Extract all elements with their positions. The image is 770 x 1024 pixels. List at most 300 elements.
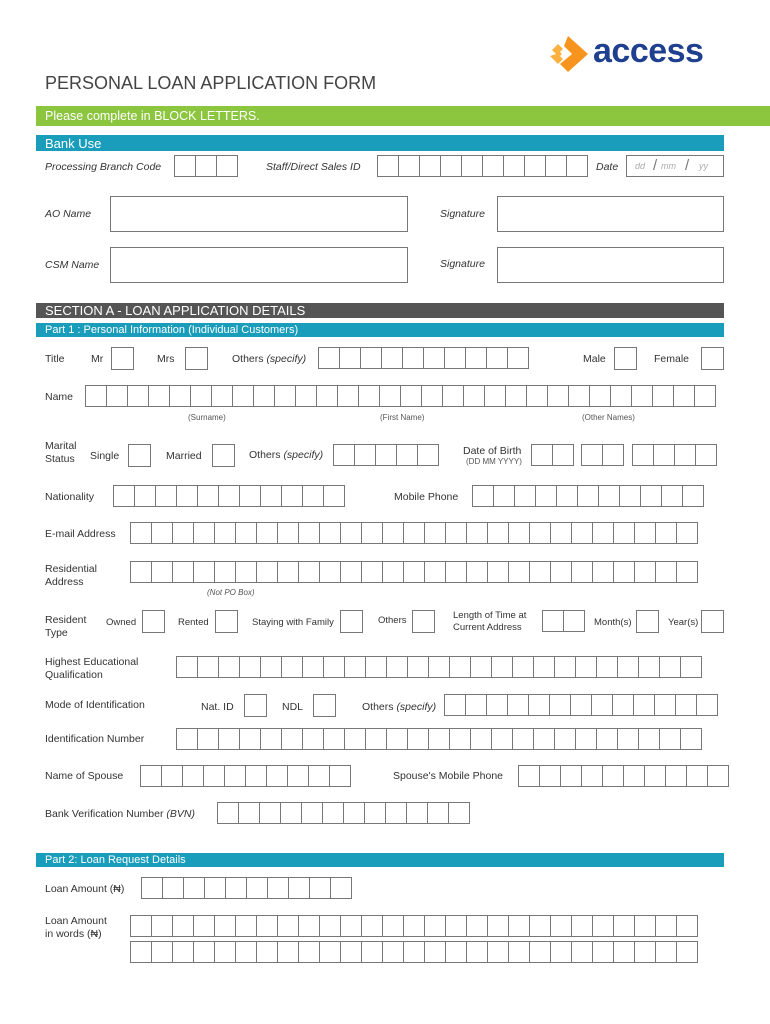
dob-day-input[interactable] bbox=[531, 444, 574, 466]
input-cell[interactable] bbox=[640, 485, 662, 507]
input-cell[interactable] bbox=[463, 385, 485, 407]
input-cell[interactable] bbox=[340, 561, 362, 583]
input-cell[interactable] bbox=[396, 444, 418, 466]
education-input[interactable] bbox=[176, 656, 702, 678]
input-cell[interactable] bbox=[470, 728, 492, 750]
input-cell[interactable] bbox=[535, 485, 557, 507]
input-cell[interactable] bbox=[134, 485, 156, 507]
input-cell[interactable] bbox=[554, 656, 576, 678]
input-cell[interactable] bbox=[280, 802, 302, 824]
input-cell[interactable] bbox=[379, 385, 401, 407]
marital-others-input[interactable] bbox=[333, 444, 439, 466]
input-cell[interactable] bbox=[344, 656, 366, 678]
input-cell[interactable] bbox=[486, 694, 508, 716]
loan-words-input-line1[interactable] bbox=[130, 915, 698, 937]
input-cell[interactable] bbox=[533, 728, 555, 750]
input-cell[interactable] bbox=[148, 385, 170, 407]
input-cell[interactable] bbox=[470, 656, 492, 678]
input-cell[interactable] bbox=[382, 561, 404, 583]
input-cell[interactable] bbox=[505, 385, 527, 407]
input-cell[interactable] bbox=[529, 522, 551, 544]
input-cell[interactable] bbox=[507, 694, 529, 716]
input-cell[interactable] bbox=[634, 561, 656, 583]
input-cell[interactable] bbox=[239, 728, 261, 750]
input-cell[interactable] bbox=[686, 765, 708, 787]
input-cell[interactable] bbox=[518, 765, 540, 787]
input-cell[interactable] bbox=[218, 656, 240, 678]
input-cell[interactable] bbox=[155, 485, 177, 507]
input-cell[interactable] bbox=[550, 561, 572, 583]
rented-checkbox[interactable] bbox=[215, 610, 238, 633]
input-cell[interactable] bbox=[676, 941, 698, 963]
input-cell[interactable] bbox=[556, 485, 578, 507]
input-cell[interactable] bbox=[465, 347, 487, 369]
input-cell[interactable] bbox=[361, 522, 383, 544]
input-cell[interactable] bbox=[508, 915, 530, 937]
input-cell[interactable] bbox=[613, 941, 635, 963]
input-cell[interactable] bbox=[570, 694, 592, 716]
input-cell[interactable] bbox=[631, 385, 653, 407]
input-cell[interactable] bbox=[127, 385, 149, 407]
input-cell[interactable] bbox=[613, 915, 635, 937]
input-cell[interactable] bbox=[113, 485, 135, 507]
input-cell[interactable] bbox=[694, 385, 716, 407]
mr-checkbox[interactable] bbox=[111, 347, 134, 370]
input-cell[interactable] bbox=[526, 385, 548, 407]
input-cell[interactable] bbox=[491, 656, 513, 678]
input-cell[interactable] bbox=[508, 941, 530, 963]
married-checkbox[interactable] bbox=[212, 444, 235, 467]
input-cell[interactable] bbox=[364, 802, 386, 824]
input-cell[interactable] bbox=[281, 656, 303, 678]
input-cell[interactable] bbox=[203, 765, 225, 787]
female-checkbox[interactable] bbox=[701, 347, 724, 370]
input-cell[interactable] bbox=[256, 941, 278, 963]
input-cell[interactable] bbox=[403, 561, 425, 583]
ao-signature-input[interactable] bbox=[497, 196, 724, 232]
single-checkbox[interactable] bbox=[128, 444, 151, 467]
input-cell[interactable] bbox=[514, 485, 536, 507]
input-cell[interactable] bbox=[172, 941, 194, 963]
input-cell[interactable] bbox=[406, 802, 428, 824]
input-cell[interactable] bbox=[238, 802, 260, 824]
input-cell[interactable] bbox=[197, 485, 219, 507]
input-cell[interactable] bbox=[659, 656, 681, 678]
input-cell[interactable] bbox=[176, 485, 198, 507]
input-cell[interactable] bbox=[680, 728, 702, 750]
input-cell[interactable] bbox=[612, 694, 634, 716]
input-cell[interactable] bbox=[676, 522, 698, 544]
input-cell[interactable] bbox=[549, 694, 571, 716]
input-cell[interactable] bbox=[550, 941, 572, 963]
input-cell[interactable] bbox=[403, 941, 425, 963]
input-cell[interactable] bbox=[634, 941, 656, 963]
input-cell[interactable] bbox=[571, 915, 593, 937]
input-cell[interactable] bbox=[309, 877, 331, 899]
nationality-input[interactable] bbox=[113, 485, 345, 507]
input-cell[interactable] bbox=[256, 915, 278, 937]
input-cell[interactable] bbox=[211, 385, 233, 407]
input-cell[interactable] bbox=[151, 561, 173, 583]
input-cell[interactable] bbox=[195, 155, 217, 177]
input-cell[interactable] bbox=[654, 694, 676, 716]
input-cell[interactable] bbox=[375, 444, 397, 466]
input-cell[interactable] bbox=[675, 694, 697, 716]
input-cell[interactable] bbox=[529, 561, 551, 583]
input-cell[interactable] bbox=[571, 522, 593, 544]
months-checkbox[interactable] bbox=[636, 610, 659, 633]
input-cell[interactable] bbox=[216, 155, 238, 177]
input-cell[interactable] bbox=[298, 915, 320, 937]
input-cell[interactable] bbox=[256, 522, 278, 544]
id-number-input[interactable] bbox=[176, 728, 702, 750]
input-cell[interactable] bbox=[308, 765, 330, 787]
input-cell[interactable] bbox=[491, 728, 513, 750]
input-cell[interactable] bbox=[267, 877, 289, 899]
input-cell[interactable] bbox=[461, 155, 483, 177]
input-cell[interactable] bbox=[550, 522, 572, 544]
input-cell[interactable] bbox=[673, 385, 695, 407]
input-cell[interactable] bbox=[638, 656, 660, 678]
csm-name-input[interactable] bbox=[110, 247, 408, 283]
date-input[interactable]: dd / mm / yy bbox=[626, 155, 724, 177]
input-cell[interactable] bbox=[524, 155, 546, 177]
input-cell[interactable] bbox=[444, 694, 466, 716]
input-cell[interactable] bbox=[218, 728, 240, 750]
input-cell[interactable] bbox=[440, 155, 462, 177]
input-cell[interactable] bbox=[151, 915, 173, 937]
input-cell[interactable] bbox=[653, 444, 675, 466]
input-cell[interactable] bbox=[235, 915, 257, 937]
input-cell[interactable] bbox=[287, 765, 309, 787]
input-cell[interactable] bbox=[644, 765, 666, 787]
input-cell[interactable] bbox=[169, 385, 191, 407]
input-cell[interactable] bbox=[695, 444, 717, 466]
input-cell[interactable] bbox=[354, 444, 376, 466]
input-cell[interactable] bbox=[224, 765, 246, 787]
input-cell[interactable] bbox=[232, 385, 254, 407]
ao-name-input[interactable] bbox=[110, 196, 408, 232]
dob-month-input[interactable] bbox=[581, 444, 624, 466]
input-cell[interactable] bbox=[259, 802, 281, 824]
input-cell[interactable] bbox=[472, 485, 494, 507]
input-cell[interactable] bbox=[449, 728, 471, 750]
input-cell[interactable] bbox=[204, 877, 226, 899]
input-cell[interactable] bbox=[560, 765, 582, 787]
input-cell[interactable] bbox=[634, 522, 656, 544]
input-cell[interactable] bbox=[424, 915, 446, 937]
input-cell[interactable] bbox=[235, 522, 257, 544]
input-cell[interactable] bbox=[566, 155, 588, 177]
input-cell[interactable] bbox=[417, 444, 439, 466]
input-cell[interactable] bbox=[655, 522, 677, 544]
input-cell[interactable] bbox=[512, 728, 534, 750]
input-cell[interactable] bbox=[661, 485, 683, 507]
input-cell[interactable] bbox=[298, 941, 320, 963]
input-cell[interactable] bbox=[445, 561, 467, 583]
input-cell[interactable] bbox=[427, 802, 449, 824]
input-cell[interactable] bbox=[423, 347, 445, 369]
input-cell[interactable] bbox=[340, 915, 362, 937]
input-cell[interactable] bbox=[575, 656, 597, 678]
input-cell[interactable] bbox=[193, 561, 215, 583]
input-cell[interactable] bbox=[507, 347, 529, 369]
input-cell[interactable] bbox=[466, 941, 488, 963]
input-cell[interactable] bbox=[449, 656, 471, 678]
input-cell[interactable] bbox=[542, 610, 564, 632]
input-cell[interactable] bbox=[218, 485, 240, 507]
input-cell[interactable] bbox=[550, 915, 572, 937]
input-cell[interactable] bbox=[333, 444, 355, 466]
input-cell[interactable] bbox=[581, 444, 603, 466]
input-cell[interactable] bbox=[445, 522, 467, 544]
input-cell[interactable] bbox=[571, 941, 593, 963]
input-cell[interactable] bbox=[260, 728, 282, 750]
input-cell[interactable] bbox=[377, 155, 399, 177]
input-cell[interactable] bbox=[172, 561, 194, 583]
input-cell[interactable] bbox=[445, 941, 467, 963]
email-input[interactable] bbox=[130, 522, 698, 544]
input-cell[interactable] bbox=[680, 656, 702, 678]
input-cell[interactable] bbox=[214, 941, 236, 963]
input-cell[interactable] bbox=[619, 485, 641, 507]
owned-checkbox[interactable] bbox=[142, 610, 165, 633]
length-months-input[interactable] bbox=[542, 610, 585, 632]
input-cell[interactable] bbox=[508, 522, 530, 544]
input-cell[interactable] bbox=[302, 656, 324, 678]
input-cell[interactable] bbox=[343, 802, 365, 824]
mobile-input[interactable] bbox=[472, 485, 704, 507]
input-cell[interactable] bbox=[529, 915, 551, 937]
input-cell[interactable] bbox=[235, 561, 257, 583]
input-cell[interactable] bbox=[610, 385, 632, 407]
input-cell[interactable] bbox=[655, 915, 677, 937]
spouse-name-input[interactable] bbox=[140, 765, 351, 787]
spouse-mobile-input[interactable] bbox=[518, 765, 729, 787]
input-cell[interactable] bbox=[130, 561, 152, 583]
input-cell[interactable] bbox=[632, 444, 654, 466]
input-cell[interactable] bbox=[602, 444, 624, 466]
input-cell[interactable] bbox=[592, 522, 614, 544]
input-cell[interactable] bbox=[302, 728, 324, 750]
input-cell[interactable] bbox=[539, 765, 561, 787]
input-cell[interactable] bbox=[554, 728, 576, 750]
input-cell[interactable] bbox=[365, 728, 387, 750]
dob-year-input[interactable] bbox=[632, 444, 717, 466]
input-cell[interactable] bbox=[360, 347, 382, 369]
input-cell[interactable] bbox=[598, 485, 620, 507]
input-cell[interactable] bbox=[381, 347, 403, 369]
input-cell[interactable] bbox=[225, 877, 247, 899]
input-cell[interactable] bbox=[652, 385, 674, 407]
input-cell[interactable] bbox=[634, 915, 656, 937]
input-cell[interactable] bbox=[563, 610, 585, 632]
input-cell[interactable] bbox=[239, 656, 261, 678]
ndl-checkbox[interactable] bbox=[313, 694, 336, 717]
input-cell[interactable] bbox=[386, 728, 408, 750]
input-cell[interactable] bbox=[613, 522, 635, 544]
input-cell[interactable] bbox=[318, 347, 340, 369]
input-cell[interactable] bbox=[571, 561, 593, 583]
input-cell[interactable] bbox=[512, 656, 534, 678]
input-cell[interactable] bbox=[256, 561, 278, 583]
input-cell[interactable] bbox=[424, 941, 446, 963]
input-cell[interactable] bbox=[487, 522, 509, 544]
input-cell[interactable] bbox=[577, 485, 599, 507]
input-cell[interactable] bbox=[448, 802, 470, 824]
input-cell[interactable] bbox=[596, 728, 618, 750]
input-cell[interactable] bbox=[531, 444, 553, 466]
input-cell[interactable] bbox=[484, 385, 506, 407]
input-cell[interactable] bbox=[638, 728, 660, 750]
input-cell[interactable] bbox=[141, 877, 163, 899]
input-cell[interactable] bbox=[466, 915, 488, 937]
input-cell[interactable] bbox=[428, 656, 450, 678]
mrs-checkbox[interactable] bbox=[185, 347, 208, 370]
input-cell[interactable] bbox=[329, 765, 351, 787]
input-cell[interactable] bbox=[465, 694, 487, 716]
input-cell[interactable] bbox=[487, 915, 509, 937]
input-cell[interactable] bbox=[214, 915, 236, 937]
input-cell[interactable] bbox=[591, 694, 613, 716]
input-cell[interactable] bbox=[444, 347, 466, 369]
input-cell[interactable] bbox=[575, 728, 597, 750]
input-cell[interactable] bbox=[707, 765, 729, 787]
name-input[interactable] bbox=[85, 385, 716, 407]
input-cell[interactable] bbox=[613, 561, 635, 583]
input-cell[interactable] bbox=[295, 385, 317, 407]
id-others-input[interactable] bbox=[444, 694, 718, 716]
loan-amount-input[interactable] bbox=[141, 877, 352, 899]
input-cell[interactable] bbox=[288, 877, 310, 899]
bvn-input[interactable] bbox=[217, 802, 470, 824]
input-cell[interactable] bbox=[623, 765, 645, 787]
staff-id-input[interactable] bbox=[377, 155, 588, 177]
input-cell[interactable] bbox=[246, 877, 268, 899]
input-cell[interactable] bbox=[533, 656, 555, 678]
input-cell[interactable] bbox=[161, 765, 183, 787]
input-cell[interactable] bbox=[260, 485, 282, 507]
input-cell[interactable] bbox=[382, 915, 404, 937]
input-cell[interactable] bbox=[596, 656, 618, 678]
csm-signature-input[interactable] bbox=[497, 247, 724, 283]
input-cell[interactable] bbox=[503, 155, 525, 177]
input-cell[interactable] bbox=[361, 941, 383, 963]
input-cell[interactable] bbox=[466, 561, 488, 583]
input-cell[interactable] bbox=[676, 561, 698, 583]
residential-address-input[interactable] bbox=[130, 561, 698, 583]
input-cell[interactable] bbox=[682, 485, 704, 507]
input-cell[interactable] bbox=[183, 877, 205, 899]
input-cell[interactable] bbox=[235, 941, 257, 963]
input-cell[interactable] bbox=[545, 155, 567, 177]
input-cell[interactable] bbox=[301, 802, 323, 824]
years-checkbox[interactable] bbox=[701, 610, 724, 633]
input-cell[interactable] bbox=[421, 385, 443, 407]
input-cell[interactable] bbox=[239, 485, 261, 507]
input-cell[interactable] bbox=[151, 522, 173, 544]
input-cell[interactable] bbox=[402, 347, 424, 369]
input-cell[interactable] bbox=[214, 522, 236, 544]
input-cell[interactable] bbox=[277, 522, 299, 544]
nat-id-checkbox[interactable] bbox=[244, 694, 267, 717]
input-cell[interactable] bbox=[552, 444, 574, 466]
input-cell[interactable] bbox=[298, 522, 320, 544]
input-cell[interactable] bbox=[407, 656, 429, 678]
input-cell[interactable] bbox=[592, 561, 614, 583]
input-cell[interactable] bbox=[442, 385, 464, 407]
input-cell[interactable] bbox=[130, 915, 152, 937]
input-cell[interactable] bbox=[217, 802, 239, 824]
input-cell[interactable] bbox=[407, 728, 429, 750]
input-cell[interactable] bbox=[676, 915, 698, 937]
input-cell[interactable] bbox=[190, 385, 212, 407]
input-cell[interactable] bbox=[323, 485, 345, 507]
input-cell[interactable] bbox=[274, 385, 296, 407]
input-cell[interactable] bbox=[493, 485, 515, 507]
input-cell[interactable] bbox=[281, 728, 303, 750]
input-cell[interactable] bbox=[245, 765, 267, 787]
input-cell[interactable] bbox=[486, 347, 508, 369]
input-cell[interactable] bbox=[277, 915, 299, 937]
input-cell[interactable] bbox=[214, 561, 236, 583]
input-cell[interactable] bbox=[482, 155, 504, 177]
input-cell[interactable] bbox=[130, 941, 152, 963]
input-cell[interactable] bbox=[633, 694, 655, 716]
input-cell[interactable] bbox=[337, 385, 359, 407]
input-cell[interactable] bbox=[617, 728, 639, 750]
input-cell[interactable] bbox=[319, 941, 341, 963]
input-cell[interactable] bbox=[319, 522, 341, 544]
input-cell[interactable] bbox=[344, 728, 366, 750]
input-cell[interactable] bbox=[365, 656, 387, 678]
input-cell[interactable] bbox=[130, 522, 152, 544]
input-cell[interactable] bbox=[508, 561, 530, 583]
input-cell[interactable] bbox=[197, 728, 219, 750]
input-cell[interactable] bbox=[403, 915, 425, 937]
input-cell[interactable] bbox=[487, 561, 509, 583]
input-cell[interactable] bbox=[316, 385, 338, 407]
input-cell[interactable] bbox=[162, 877, 184, 899]
input-cell[interactable] bbox=[581, 765, 603, 787]
input-cell[interactable] bbox=[385, 802, 407, 824]
input-cell[interactable] bbox=[617, 656, 639, 678]
input-cell[interactable] bbox=[529, 941, 551, 963]
input-cell[interactable] bbox=[277, 941, 299, 963]
input-cell[interactable] bbox=[592, 915, 614, 937]
input-cell[interactable] bbox=[182, 765, 204, 787]
input-cell[interactable] bbox=[602, 765, 624, 787]
input-cell[interactable] bbox=[151, 941, 173, 963]
input-cell[interactable] bbox=[466, 522, 488, 544]
input-cell[interactable] bbox=[592, 941, 614, 963]
input-cell[interactable] bbox=[419, 155, 441, 177]
input-cell[interactable] bbox=[361, 561, 383, 583]
processing-branch-code-input[interactable] bbox=[174, 155, 238, 177]
input-cell[interactable] bbox=[322, 802, 344, 824]
input-cell[interactable] bbox=[568, 385, 590, 407]
input-cell[interactable] bbox=[253, 385, 275, 407]
input-cell[interactable] bbox=[400, 385, 422, 407]
input-cell[interactable] bbox=[424, 522, 446, 544]
input-cell[interactable] bbox=[193, 522, 215, 544]
input-cell[interactable] bbox=[106, 385, 128, 407]
loan-words-input-line2[interactable] bbox=[130, 941, 698, 963]
input-cell[interactable] bbox=[428, 728, 450, 750]
input-cell[interactable] bbox=[589, 385, 611, 407]
staying-family-checkbox[interactable] bbox=[340, 610, 363, 633]
input-cell[interactable] bbox=[361, 915, 383, 937]
